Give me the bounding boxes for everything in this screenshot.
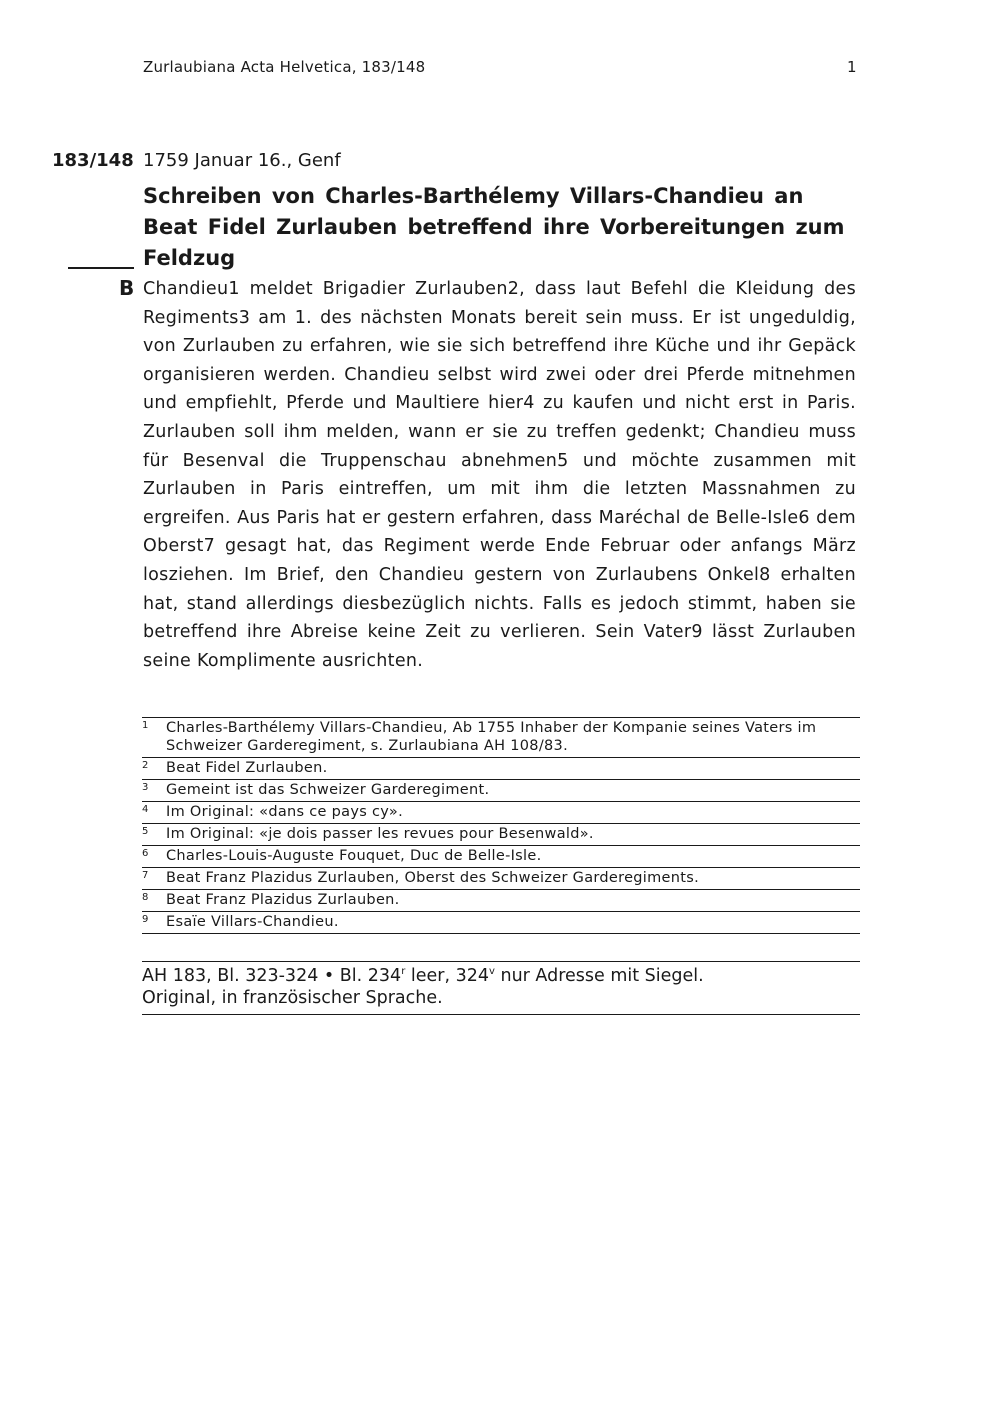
footnote-number: 3	[142, 782, 149, 793]
footnote-number: 1	[142, 720, 149, 731]
footnote-number: 2	[142, 760, 149, 771]
footnote-text: Beat Franz Plazidus Zurlauben, Oberst des Schweizer Garderegiments.	[166, 870, 700, 886]
footnote-item	[142, 802, 860, 824]
footnote-text: Im Original: «dans ce pays cy».	[166, 804, 403, 820]
footnote-item	[142, 912, 860, 934]
footnote-number: 6	[142, 848, 149, 859]
regest-body	[143, 275, 856, 675]
footnote-number: 5	[142, 826, 149, 837]
regest-paragraph: Chandieu1 meldet Brigadier Zurlauben2, dass laut Befehl die Kleidung des Regiments3 am 1. des nächsten Monats bereit sein muss. Er ist ungeduldig, von Zurlauben zu erfahren, wie sie sich betreffend ihre Küche und ihr Gepäck organisieren werden. Chandieu selbst wird zwei oder drei Pferde mitnehmen und empfiehlt, Pferde und Maultiere hier4 zu kaufen und nicht erst in Paris. Zurlauben soll ihm melden, wann er sie zu treffen gedenkt; Chandieu muss für Besenval die Truppenschau abnehmen5 und möchte zusammen mit Zurlauben in Paris eintreffen, um mit ihm die letzten Massnahmen zu ergreifen. Aus Paris hat er gestern erfahren, dass Maréchal de Belle-Isle6 dem Oberst7 gesagt hat, das Regiment werde Ende Februar oder anfangs März losziehen. Im Brief, den Chandieu gestern von Zurlaubens Onkel8 erhalten hat, stand allerdings diesbezüglich nichts. Falls es jedoch stimmt, haben sie betreffend ihre Abreise keine Zeit zu verlieren. Sein Vater9 lässt Zurlauben seine Komplimente ausrichten.	[143, 279, 856, 671]
running-header-title: Zurlaubiana Acta Helvetica, 183/148	[143, 58, 426, 76]
source-line-archive	[142, 965, 860, 987]
source-line-original: Original, in französischer Sprache.	[142, 988, 443, 1008]
footnote-item	[142, 718, 860, 758]
verso-sup: v	[489, 966, 495, 978]
footnote-item	[142, 846, 860, 868]
page-number: 1	[847, 58, 857, 76]
footnote-text: Esaïe Villars-Chandieu.	[166, 914, 339, 930]
footnote-text: Beat Fidel Zurlauben.	[166, 760, 328, 776]
document-date-place: 1759 Januar 16., Genf	[143, 150, 341, 171]
footnote-item	[142, 824, 860, 846]
source-text: nur Adresse mit Siegel.	[494, 966, 704, 986]
footnote-number: 7	[142, 870, 149, 881]
footnote-item	[142, 890, 860, 912]
document-title: Schreiben von Charles-Barthélemy Villars-Chandieu an Beat Fidel Zurlauben betreffend ihre Vorbereitungen zum Feldzug	[143, 184, 845, 270]
source-text: AH 183, Bl. 323-324 • Bl. 234	[142, 966, 402, 986]
footnote-item	[142, 868, 860, 890]
footnote-item	[142, 780, 860, 802]
footnote-text: Im Original: «je dois passer les revues pour Besenwald».	[166, 826, 594, 842]
source-citation	[142, 961, 860, 1015]
footnotes-list	[142, 717, 860, 934]
footnote-item	[142, 758, 860, 780]
marker-rule	[68, 267, 134, 269]
footnote-text: Beat Franz Plazidus Zurlauben.	[166, 892, 400, 908]
footnote-number: 8	[142, 892, 149, 903]
source-text: leer, 324	[405, 966, 489, 986]
footnote-text: Charles-Louis-Auguste Fouquet, Duc de Belle-Isle.	[166, 848, 542, 864]
footnote-text: Charles-Barthélemy Villars-Chandieu, Ab 1755 Inhaber der Kompanie seines Vaters im Schweizer Garderegiment, s. Zurlaubiana AH 108/83.	[166, 720, 817, 754]
recto-sup: r	[401, 966, 406, 978]
footnote-number: 4	[142, 804, 149, 815]
footnote-number: 9	[142, 914, 149, 925]
document-id: 183/148	[52, 150, 134, 171]
footnote-text: Gemeint ist das Schweizer Garderegiment.	[166, 782, 490, 798]
section-marker: B	[119, 276, 135, 300]
